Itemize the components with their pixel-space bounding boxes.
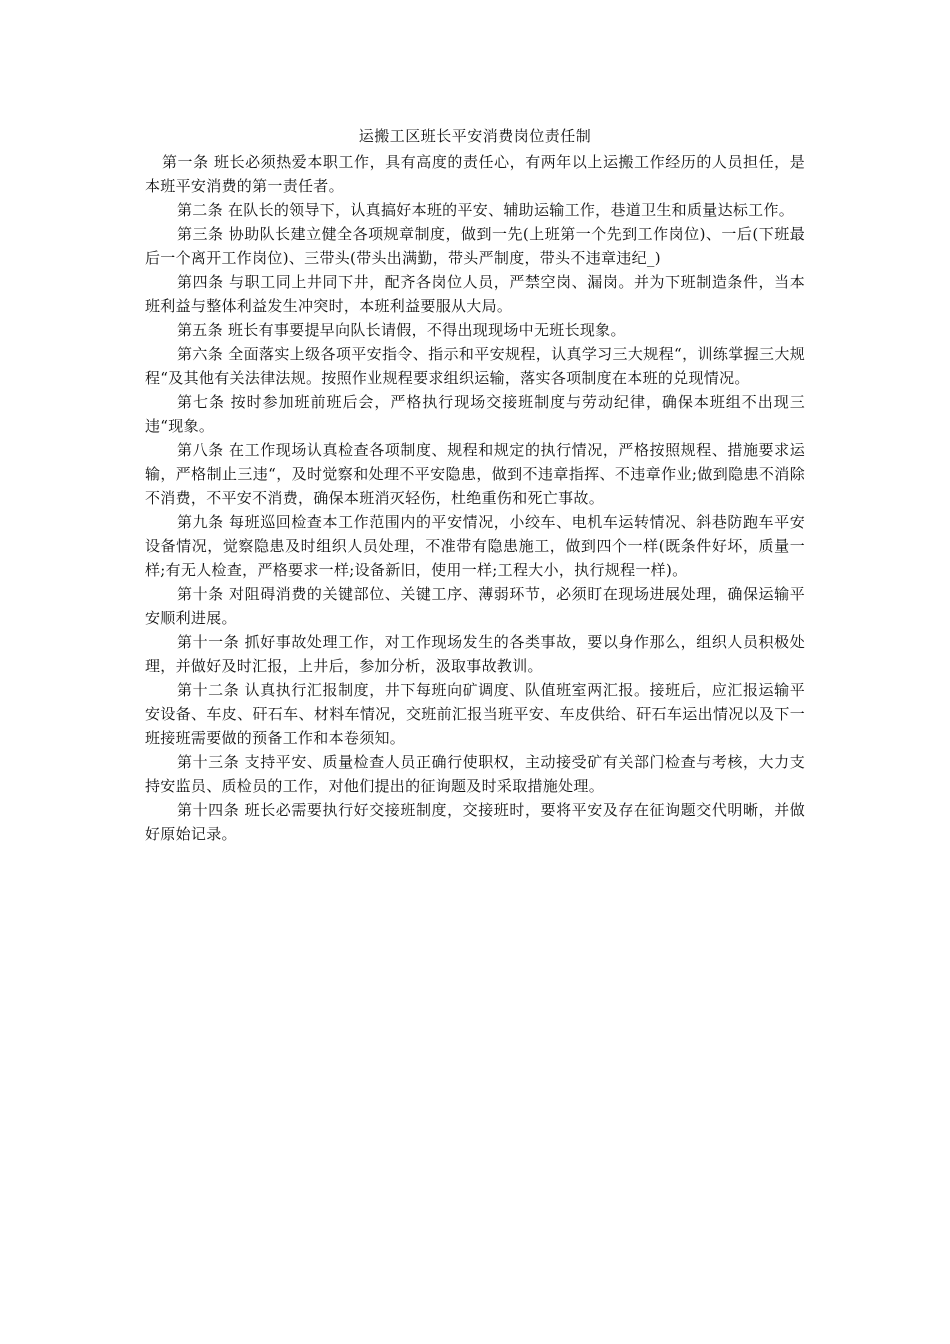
article-6: 第六条 全面落实上级各项平安指令、指示和平安规程，认真学习三大规程“，训练掌握三大规程“及其他有关法律法规。按照作业规程要求组织运输，落实各项制度在本班的兑现情况。 [145,345,805,387]
article-14: 第十四条 班长必需要执行好交接班制度，交接班时，要将平安及存在征询题交代明晰，并做好原始记录。 [145,801,805,843]
article-13: 第十三条 支持平安、质量检查人员正确行使职权，主动接受矿有关部门检查与考核，大力支持安监员、质检员的工作，对他们提出的征询题及时采取措施处理。 [145,753,805,795]
article-9: 第九条 每班巡回检查本工作范围内的平安情况，小绞车、电机车运转情况、斜巷防跑车平安设备情况，觉察隐患及时组织人员处理，不准带有隐患施工，做到四个一样(既条件好坏，质量一样;有无人检查，严格要求一样;设备新旧，使用一样;工程大小，执行规程一样)。 [145,513,805,579]
document-body [145,124,805,846]
article-3: 第三条 协助队长建立健全各项规章制度，做到一先(上班第一个先到工作岗位)、一后(下班最后一个离开工作岗位)、三带头(带头出满勤，带头严制度，带头不违章违纪_) [145,225,805,267]
article-5: 第五条 班长有事要提早向队长请假，不得出现现场中无班长现象。 [177,321,626,339]
article-11: 第十一条 抓好事故处理工作，对工作现场发生的各类事故，要以身作那么，组织人员积极处理，并做好及时汇报，上井后，参加分析，汲取事故教训。 [145,633,805,675]
article-7: 第七条 按时参加班前班后会，严格执行现场交接班制度与劳动纪律，确保本班组不出现三违“现象。 [145,393,805,435]
document-title: 运搬工区班长平安消费岗位责任制 [358,127,592,145]
article-4: 第四条 与职工同上井同下井，配齐各岗位人员，严禁空岗、漏岗。并为下班制造条件，当本班利益与整体利益发生冲突时，本班利益要服从大局。 [145,273,805,315]
article-1: 第一条 班长必须热爱本职工作，具有高度的责任心，有两年以上运搬工作经历的人员担任，是本班平安消费的第一责任者。 [145,153,805,195]
article-2: 第二条 在队长的领导下，认真搞好本班的平安、辅助运输工作，巷道卫生和质量达标工作。 [177,201,795,219]
article-12: 第十二条 认真执行汇报制度，井下每班向矿调度、队值班室两汇报。接班后，应汇报运输平安设备、车皮、矸石车、材料车情况，交班前汇报当班平安、车皮供给、矸石车运出情况以及下一班接班需要做的预备工作和本卷须知。 [145,681,805,747]
article-10: 第十条 对阻碍消费的关键部位、关键工序、薄弱环节，必须盯在现场进展处理，确保运输平安顺利进展。 [145,585,805,627]
article-8: 第八条 在工作现场认真检查各项制度、规程和规定的执行情况，严格按照规程、措施要求运输，严格制止三违“，及时觉察和处理不平安隐患，做到不违章指挥、不违章作业;做到隐患不消除不消费，不平安不消费，确保本班消灭轻伤，杜绝重伤和死亡事故。 [145,441,805,507]
